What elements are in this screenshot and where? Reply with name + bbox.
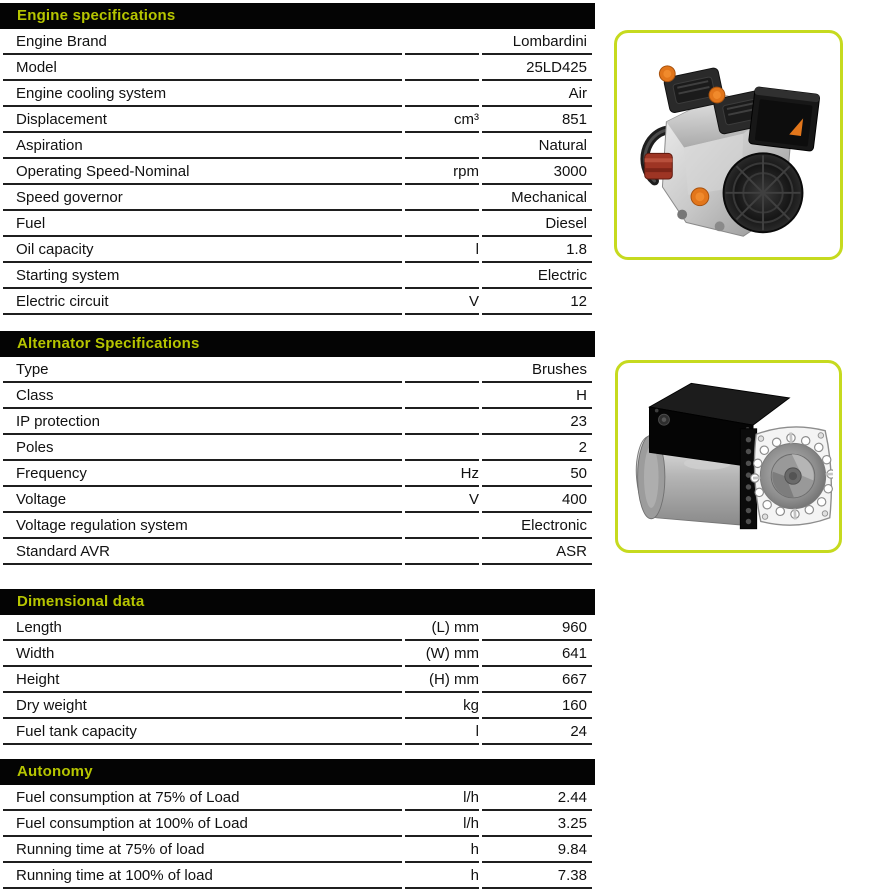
- spec-row: [3, 693, 592, 719]
- autonomy-section: [0, 759, 595, 889]
- spec-value: 2.44: [482, 785, 592, 811]
- spec-value: 3000: [482, 159, 592, 185]
- alternator-photo-card: [615, 360, 842, 553]
- spec-unit: cm³: [405, 107, 479, 133]
- spec-label: Displacement: [3, 107, 402, 133]
- spec-unit: V: [405, 289, 479, 315]
- spec-row: [3, 863, 592, 889]
- spec-label: Frequency: [3, 461, 402, 487]
- spec-label: Electric circuit: [3, 289, 402, 315]
- spec-row: [3, 837, 592, 863]
- spec-row: [3, 615, 592, 641]
- spec-row: [3, 641, 592, 667]
- spec-unit: (H) mm: [405, 667, 479, 693]
- spec-value: 960: [482, 615, 592, 641]
- spec-row: [3, 513, 592, 539]
- spec-row: [3, 185, 592, 211]
- spec-unit: h: [405, 863, 479, 889]
- spec-unit: V: [405, 487, 479, 513]
- spec-label: Starting system: [3, 263, 402, 289]
- spec-unit: [405, 29, 479, 55]
- engine-photo-card: [614, 30, 843, 260]
- spec-unit: h: [405, 837, 479, 863]
- spec-unit: (W) mm: [405, 641, 479, 667]
- spec-unit: [405, 263, 479, 289]
- spec-value: 400: [482, 487, 592, 513]
- spec-value: 1.8: [482, 237, 592, 263]
- spec-row: [3, 383, 592, 409]
- spec-value: Diesel: [482, 211, 592, 237]
- spec-row: [3, 785, 592, 811]
- spec-unit: [405, 539, 479, 565]
- spec-value: 25LD425: [482, 55, 592, 81]
- spec-unit: rpm: [405, 159, 479, 185]
- spec-value: 23: [482, 409, 592, 435]
- spec-unit: [405, 185, 479, 211]
- spec-row: [3, 811, 592, 837]
- spec-label: Running time at 100% of load: [3, 863, 402, 889]
- spec-unit: kg: [405, 693, 479, 719]
- spec-label: Engine cooling system: [3, 81, 402, 107]
- spec-unit: [405, 357, 479, 383]
- spec-label: Fuel consumption at 100% of Load: [3, 811, 402, 837]
- spec-value: 160: [482, 693, 592, 719]
- spec-label: Fuel: [3, 211, 402, 237]
- spec-row: [3, 435, 592, 461]
- spec-value: 667: [482, 667, 592, 693]
- alternator-photo: [624, 369, 833, 544]
- section-title-dimensional: Dimensional data: [0, 589, 595, 615]
- spec-value: Natural: [482, 133, 592, 159]
- section-title-alternator: Alternator Specifications: [0, 331, 595, 357]
- spec-unit: l/h: [405, 785, 479, 811]
- spec-row: [3, 81, 592, 107]
- spec-row: [3, 461, 592, 487]
- spec-label: Fuel consumption at 75% of Load: [3, 785, 402, 811]
- spec-value: H: [482, 383, 592, 409]
- spec-label: Poles: [3, 435, 402, 461]
- spec-value: Air: [482, 81, 592, 107]
- spec-label: Aspiration: [3, 133, 402, 159]
- spec-label: Running time at 75% of load: [3, 837, 402, 863]
- spec-value: 851: [482, 107, 592, 133]
- spec-row: [3, 719, 592, 745]
- spec-row: [3, 211, 592, 237]
- spec-unit: [405, 383, 479, 409]
- spec-unit: l/h: [405, 811, 479, 837]
- spec-row: [3, 263, 592, 289]
- spec-row: [3, 357, 592, 383]
- spec-label: Voltage regulation system: [3, 513, 402, 539]
- spec-unit: [405, 133, 479, 159]
- section-title-engine: Engine specifications: [0, 3, 595, 29]
- spec-unit: [405, 409, 479, 435]
- alternator-specifications-section: [0, 331, 595, 565]
- spec-value: Electronic: [482, 513, 592, 539]
- spec-unit: [405, 55, 479, 81]
- engine-specifications-section: [0, 3, 595, 315]
- spec-unit: Hz: [405, 461, 479, 487]
- spec-label: Class: [3, 383, 402, 409]
- spec-row: [3, 133, 592, 159]
- spec-row: [3, 289, 592, 315]
- spec-unit: [405, 81, 479, 107]
- spec-label: Engine Brand: [3, 29, 402, 55]
- spec-label: Height: [3, 667, 402, 693]
- spec-unit: l: [405, 719, 479, 745]
- spec-row: [3, 159, 592, 185]
- spec-unit: [405, 435, 479, 461]
- spec-label: Width: [3, 641, 402, 667]
- spec-unit: [405, 513, 479, 539]
- spec-label: Fuel tank capacity: [3, 719, 402, 745]
- spec-row: [3, 667, 592, 693]
- spec-value: ASR: [482, 539, 592, 565]
- spec-value: Lombardini: [482, 29, 592, 55]
- spec-row: [3, 409, 592, 435]
- engine-spec-table: [0, 29, 595, 315]
- spec-row: [3, 29, 592, 55]
- spec-row: [3, 55, 592, 81]
- engine-photo: [623, 39, 834, 251]
- autonomy-table: [0, 785, 595, 889]
- spec-label: Length: [3, 615, 402, 641]
- spec-unit: (L) mm: [405, 615, 479, 641]
- spec-label: IP protection: [3, 409, 402, 435]
- spec-value: Mechanical: [482, 185, 592, 211]
- spec-label: Operating Speed-Nominal: [3, 159, 402, 185]
- spec-row: [3, 237, 592, 263]
- spec-label: Model: [3, 55, 402, 81]
- spec-value: Electric: [482, 263, 592, 289]
- dimensional-data-section: [0, 589, 595, 745]
- spec-unit: [405, 211, 479, 237]
- spec-label: Oil capacity: [3, 237, 402, 263]
- spec-row: [3, 487, 592, 513]
- spec-label: Voltage: [3, 487, 402, 513]
- spec-label: Speed governor: [3, 185, 402, 211]
- alternator-spec-table: [0, 357, 595, 565]
- spec-unit: l: [405, 237, 479, 263]
- spec-value: Brushes: [482, 357, 592, 383]
- spec-row: [3, 539, 592, 565]
- spec-value: 7.38: [482, 863, 592, 889]
- spec-value: 12: [482, 289, 592, 315]
- spec-value: 2: [482, 435, 592, 461]
- spec-value: 3.25: [482, 811, 592, 837]
- spec-label: Dry weight: [3, 693, 402, 719]
- spec-row: [3, 107, 592, 133]
- dimensional-data-table: [0, 615, 595, 745]
- spec-value: 9.84: [482, 837, 592, 863]
- spec-label: Standard AVR: [3, 539, 402, 565]
- spec-label: Type: [3, 357, 402, 383]
- spec-value: 50: [482, 461, 592, 487]
- spec-value: 24: [482, 719, 592, 745]
- section-title-autonomy: Autonomy: [0, 759, 595, 785]
- spec-value: 641: [482, 641, 592, 667]
